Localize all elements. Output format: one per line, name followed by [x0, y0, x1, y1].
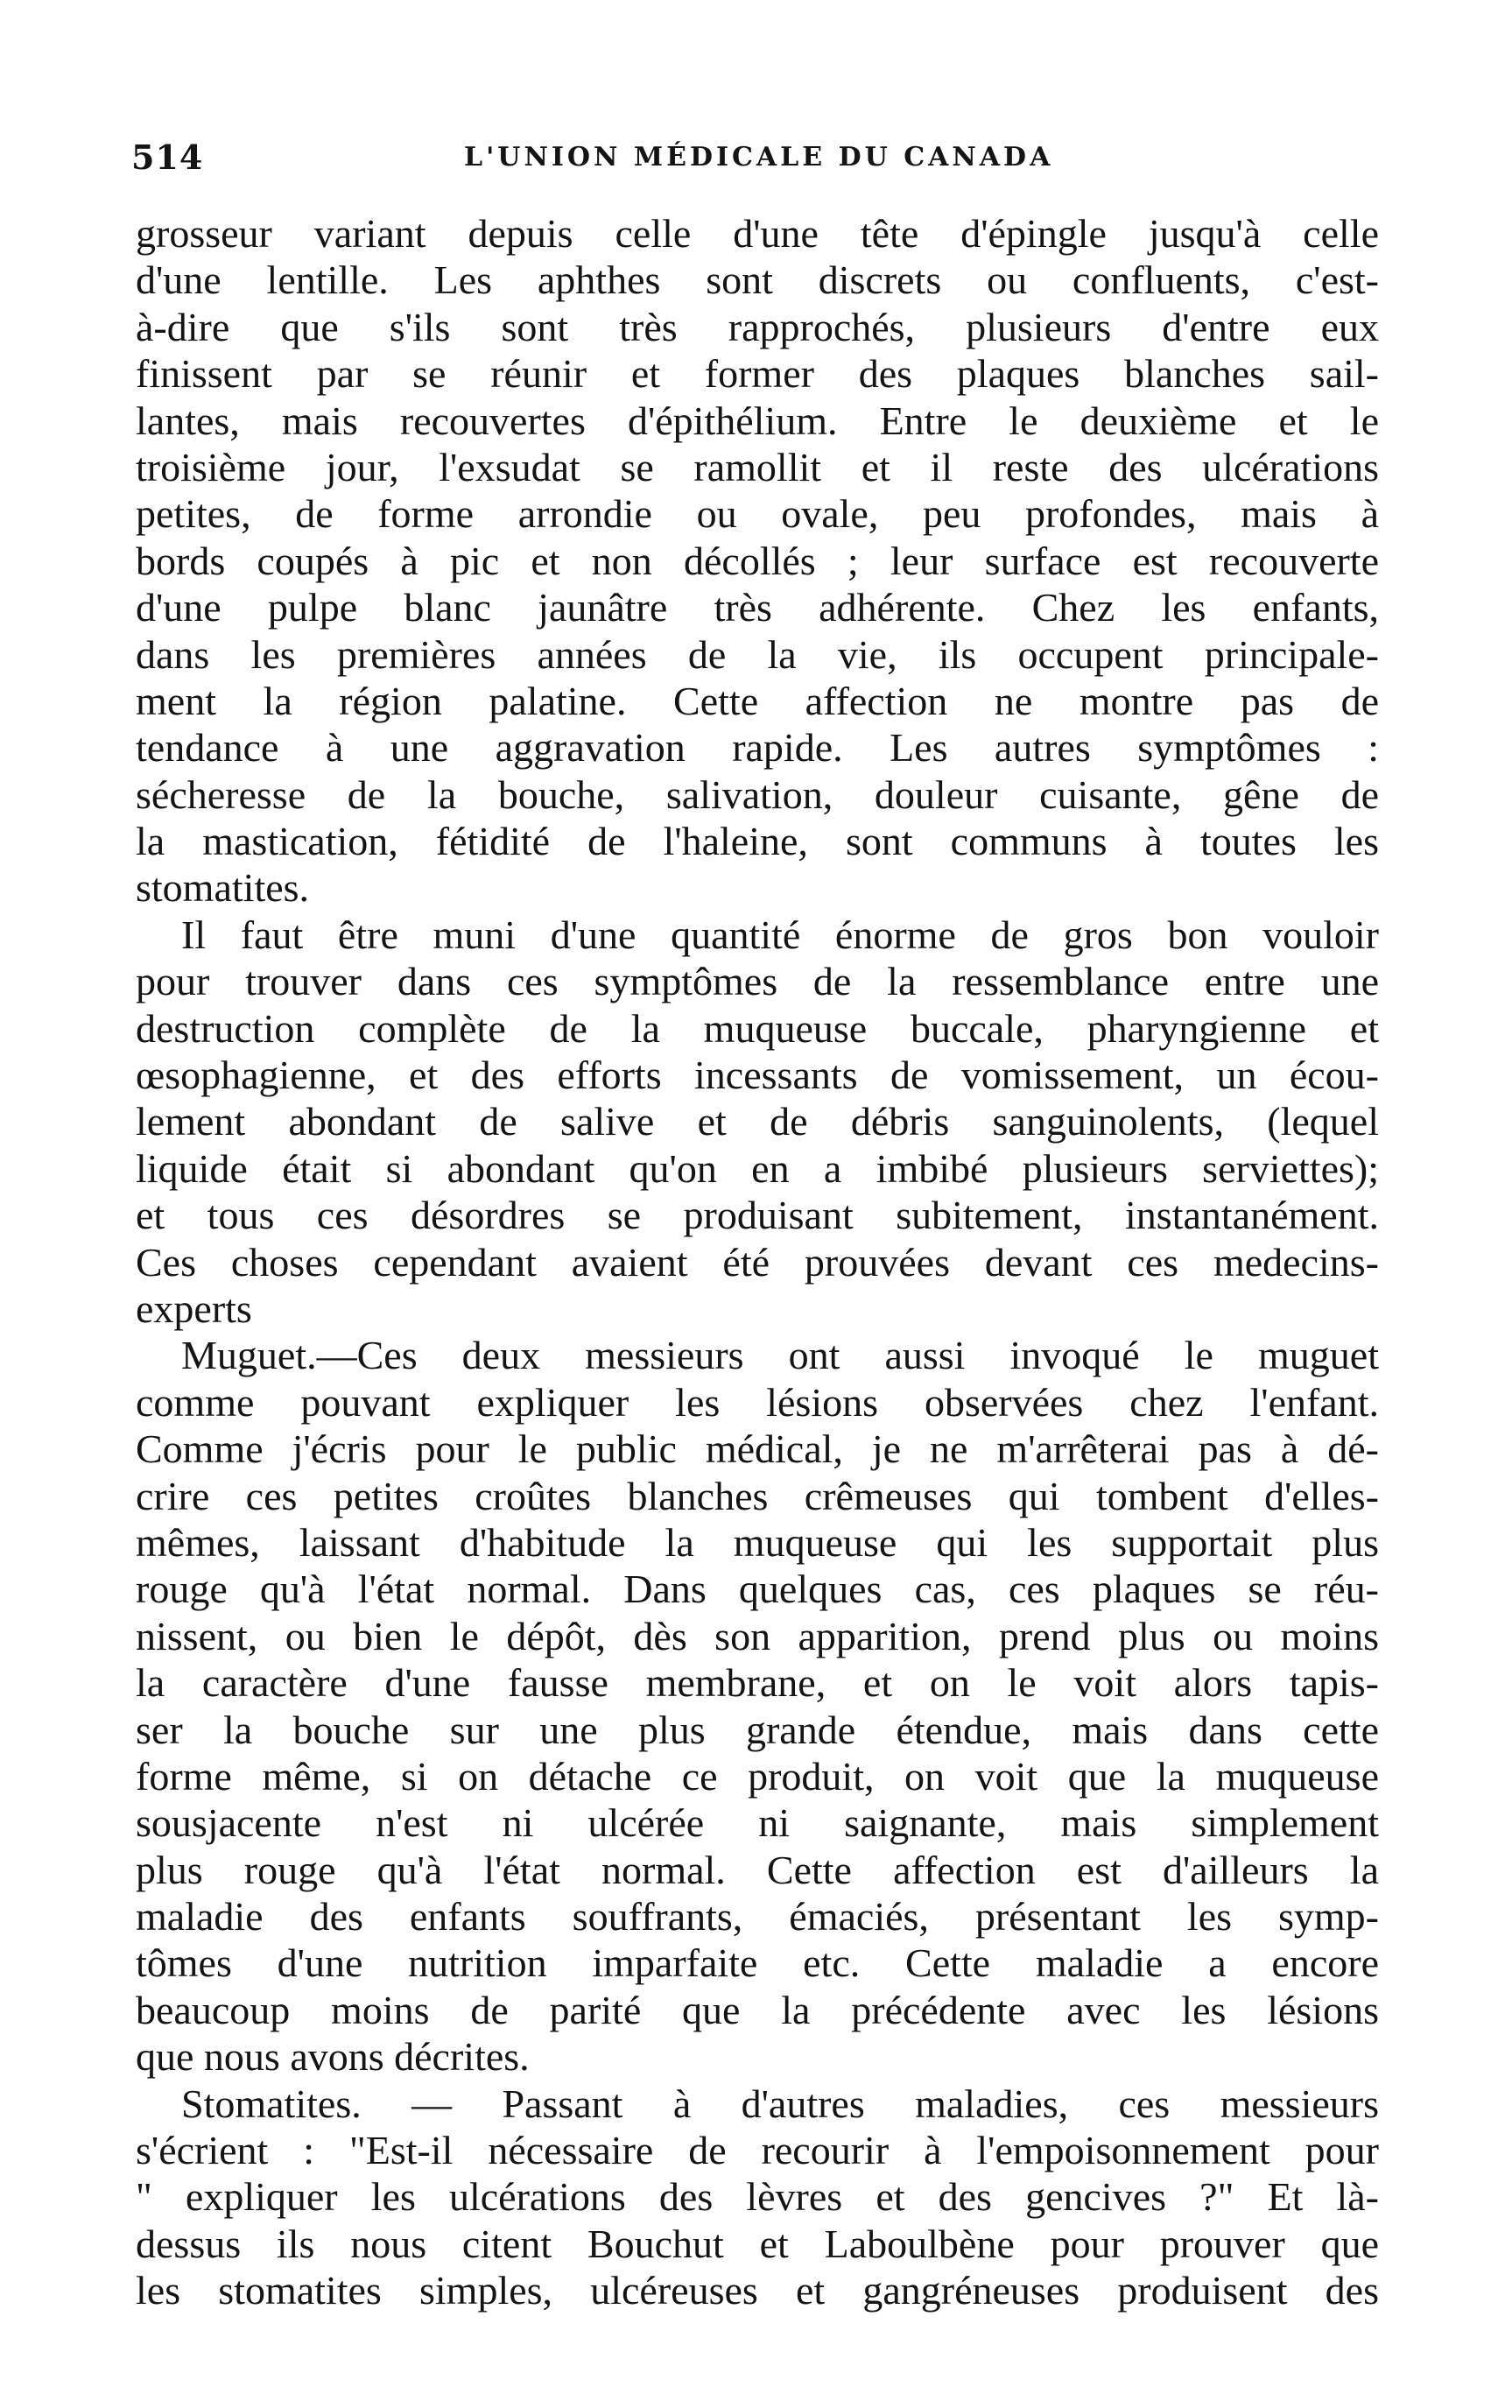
- text-line: œsophagienne, et des efforts incessants de vomissement, un écou-: [136, 1053, 1379, 1098]
- text-line: bords coupés à pic et non décollés ; leur surface est recouverte: [136, 538, 1379, 583]
- text-line: plus rouge qu'à l'état normal. Cette affection est d'ailleurs la: [136, 1847, 1379, 1892]
- text-line: pour trouver dans ces symptômes de la ressemblance entre une: [136, 959, 1379, 1004]
- text-line: et tous ces désordres se produisant subitement, instantanément.: [136, 1193, 1379, 1238]
- text-line: sousjacente n'est ni ulcérée ni saignante, mais simplement: [136, 1800, 1379, 1846]
- text-line: d'une pulpe blanc jaunâtre très adhérente. Chez les enfants,: [136, 585, 1379, 630]
- text-line: crire ces petites croûtes blanches crêmeuses qui tombent d'elles-: [136, 1473, 1379, 1518]
- text-line: finissent par se réunir et former des plaques blanches sail-: [136, 351, 1379, 397]
- text-line: lantes, mais recouvertes d'épithélium. Entre le deuxième et le: [136, 398, 1379, 443]
- text-line: ser la bouche sur une plus grande étendue, mais dans cette: [136, 1707, 1379, 1752]
- text-line: comme pouvant expliquer les lésions observées chez l'enfant.: [136, 1379, 1379, 1425]
- text-line: tômes d'une nutrition imparfaite etc. Cette maladie a encore: [136, 1940, 1379, 1986]
- text-line: Ces choses cependant avaient été prouvées devant ces medecins-: [136, 1239, 1379, 1285]
- text-line: experts: [136, 1285, 252, 1331]
- journal-title: L'UNION MÉDICALE DU CANADA: [464, 142, 1054, 173]
- text-line: la caractère d'une fausse membrane, et on le voit alors tapis-: [136, 1660, 1379, 1706]
- text-line: destruction complète de la muqueuse buccale, pharyngienne et: [136, 1005, 1379, 1051]
- text-line: forme même, si on détache ce produit, on voit que la muqueuse: [136, 1753, 1379, 1799]
- text-line: Muguet.—Ces deux messieurs ont aussi invoqué le muguet: [181, 1333, 1379, 1378]
- text-line: s'écrient : "Est-il nécessaire de recourir à l'empoisonnement pour: [136, 2128, 1379, 2173]
- text-line: troisième jour, l'exsudat se ramollit et il reste des ulcérations: [136, 444, 1379, 489]
- text-line: " expliquer les ulcérations des lèvres et des gencives ?" Et là-: [136, 2174, 1379, 2220]
- text-line: tendance à une aggravation rapide. Les autres symptômes :: [136, 725, 1379, 771]
- text-line: sécheresse de la bouche, salivation, douleur cuisante, gêne de: [136, 771, 1379, 817]
- text-line: grosseur variant depuis celle d'une tête d'épingle jusqu'à celle: [136, 211, 1379, 256]
- text-line: liquide était si abondant qu'on en a imbibé plusieurs serviettes);: [136, 1145, 1379, 1191]
- text-line: maladie des enfants souffrants, émaciés, présentant les symp-: [136, 1894, 1379, 1940]
- text-line: rouge qu'à l'état normal. Dans quelques cas, ces plaques se réu-: [136, 1567, 1379, 1612]
- text-line: petites, de forme arrondie ou ovale, peu profondes, mais à: [136, 491, 1379, 537]
- text-line: Comme j'écris pour le public médical, je ne m'arrêterai pas à dé-: [136, 1426, 1379, 1472]
- running-head: [131, 131, 1357, 184]
- article-body: [136, 210, 1379, 2314]
- text-line: d'une lentille. Les aphthes sont discrets ou confluents, c'est-: [136, 257, 1379, 303]
- text-line: lement abondant de salive et de débris sanguinolents, (lequel: [136, 1099, 1379, 1144]
- text-line: à-dire que s'ils sont très rapprochés, plusieurs d'entre eux: [136, 304, 1379, 349]
- text-line: dans les premières années de la vie, ils occupent principale-: [136, 631, 1379, 677]
- page-number: 514: [131, 137, 204, 177]
- text-line: stomatites.: [136, 865, 310, 911]
- text-line: Stomatites. — Passant à d'autres maladies, ces messieurs: [181, 2081, 1379, 2126]
- text-line: mêmes, laissant d'habitude la muqueuse qui les supportait plus: [136, 1519, 1379, 1565]
- text-line: ment la région palatine. Cette affection ne montre pas de: [136, 678, 1379, 723]
- text-line: que nous avons décrites.: [136, 2034, 530, 2080]
- text-line: beaucoup moins de parité que la précédente avec les lésions: [136, 1987, 1379, 2032]
- text-line: les stomatites simples, ulcéreuses et gangréneuses produisent des: [136, 2268, 1379, 2313]
- text-line: dessus ils nous citent Bouchut et Laboulbène pour prouver que: [136, 2221, 1379, 2266]
- text-line: Il faut être muni d'une quantité énorme de gros bon vouloir: [181, 912, 1379, 957]
- text-line: nissent, ou bien le dépôt, dès son apparition, prend plus ou moins: [136, 1613, 1379, 1658]
- text-line: la mastication, fétidité de l'haleine, sont communs à toutes les: [136, 819, 1379, 864]
